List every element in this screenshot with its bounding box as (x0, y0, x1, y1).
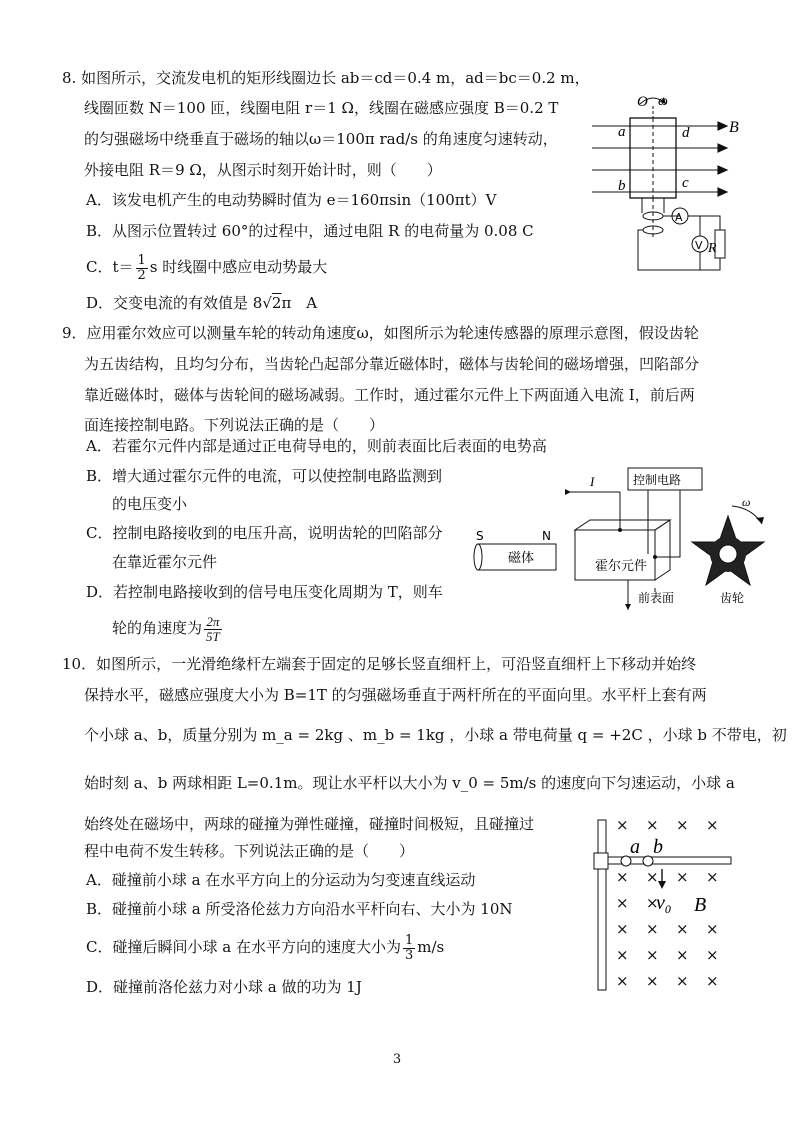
label-i: I (590, 474, 595, 489)
label-magnet: 磁体 (508, 551, 535, 566)
field-cross-mark: × (706, 920, 719, 938)
label-ammeter: A (675, 211, 683, 224)
q8-stem-line-3: 的匀强磁场中绕垂直于磁场的轴以ω＝100π rad/s 的角速度匀速转动， (84, 130, 558, 148)
label-pole-s: S (476, 529, 484, 543)
q9-option-b-line-2: 的电压变小 (112, 495, 188, 513)
gear-icon (692, 516, 764, 585)
hall-element-top (575, 520, 670, 530)
field-cross-mark: × (676, 816, 689, 834)
q8-option-d-text: D．交变电流的有效值是 8 (86, 294, 263, 312)
label-ball-a: a (630, 836, 640, 858)
label-hall-element: 霍尔元件 (595, 559, 648, 574)
q8-option-b: B．从图示位置转过 60°的过程中，通过电阻 R 的电荷量为 0.08 C (86, 222, 534, 240)
q8-option-c-text-end: s 时线圈中感应电动势最大 (149, 258, 328, 276)
q8-stem-line-2: 线圈匝数 N＝100 匝，线圈电阻 r＝1 Ω，线圈在磁感应强度 B＝0.2 T (84, 99, 559, 117)
label-o: O (637, 94, 648, 110)
sqrt-symbol: √ (262, 294, 272, 312)
q10-stem-line-3: 个小球 a、b，质量分别为 m_a = 2kg 、m_b = 1kg ，小球 a 带电荷量 q = +2C ，小球 b 不带电，初 (84, 726, 787, 744)
q10-stem-line-4: 始时刻 a、b 两球相距 L=0.1m。现让水平杆以大小为 v_0 = 5m/s 的速度向下匀速运动，小球 a (84, 774, 735, 792)
field-cross-mark: × (706, 868, 719, 886)
q10-magnetic-field-figure (590, 815, 740, 995)
field-cross-mark: × (616, 920, 629, 938)
label-control-circuit: 控制电路 (633, 473, 682, 487)
label-v0: $v_0$ (656, 892, 671, 916)
field-cross-mark: × (706, 816, 719, 834)
field-cross-mark: × (646, 972, 659, 990)
q10-stem-line-6: 程中电荷不发生转移。下列说法正确的是（ ） (84, 842, 415, 860)
field-cross-mark: × (646, 868, 659, 886)
q9-hall-sensor-figure (470, 462, 770, 622)
label-b: B (729, 119, 739, 136)
q9-stem-line-3: 靠近磁体时，磁体与齿轮间的磁场减弱。工作时，通过霍尔元件上下两面通入电流 I，前后两 (84, 386, 695, 404)
q8-option-c (86, 252, 327, 283)
q10-stem-line-2: 保持水平，磁感应强度大小为 B=1T 的匀强磁场垂直于两杆所在的平面向里。水平杆上套有两 (84, 686, 707, 704)
page-number: 3 (392, 1052, 402, 1067)
q10-stem-line-1: 10．如图所示，一光滑绝缘杆左端套于固定的足够长竖直细杆上，可沿竖直细杆上下移动并始终 (62, 655, 697, 673)
q9-option-a: A．若霍尔元件内部是通过正电荷导电的，则前表面比后表面的电势高 (86, 437, 547, 455)
field-cross-mark: × (676, 920, 689, 938)
field-cross-mark: × (616, 946, 629, 964)
field-cross-mark: × (676, 972, 689, 990)
q10-stem-line-5: 始终处在磁场中，两球的碰撞为弹性碰撞，碰撞时间极短，且碰撞过 (84, 815, 535, 833)
fraction-denominator: 3 (404, 947, 414, 963)
fraction-denominator: 5T (206, 628, 220, 644)
sqrt-radicand: 2 (271, 294, 282, 312)
field-cross-mark: × (616, 816, 629, 834)
field-cross-mark: × (616, 868, 629, 886)
rod-sleeve (594, 853, 608, 869)
q9-option-b-line-1: B．增大通过霍尔元件的电流，可以使控制电路监测到 (86, 467, 443, 485)
q8-option-d-text-end: π A (281, 294, 318, 312)
q8-option-c-fraction (136, 254, 148, 283)
field-cross-mark: × (616, 972, 629, 990)
q9-option-d-text: 轮的角速度为 (112, 619, 203, 637)
fraction-denominator: 2 (137, 267, 146, 283)
q8-generator-figure (590, 88, 740, 278)
field-cross-mark: × (646, 894, 659, 912)
label-pole-n: N (542, 529, 551, 543)
q9-option-d-fraction (204, 615, 222, 644)
label-ball-b: b (653, 836, 663, 858)
q10-option-c-unit: m/s (417, 938, 445, 956)
q9-option-c-line-2: 在靠近霍尔元件 (112, 553, 218, 571)
field-cross-mark: × (616, 894, 629, 912)
field-cross-mark: × (706, 946, 719, 964)
coil-rectangle (630, 118, 676, 198)
q8-stem-line-1: 8. 如图所示，交流发电机的矩形线圈边长 ab＝cd＝0.4 m，ad＝bc＝0.2 m， (62, 69, 590, 87)
q10-option-c-fraction (403, 934, 415, 963)
q9-stem-line-4: 面连接控制电路。下列说法正确的是（ ） (84, 416, 385, 434)
q8-option-d (86, 292, 317, 314)
q10-option-b: B．碰撞前小球 a 所受洛伦兹力方向沿水平杆向右、大小为 10N (86, 900, 513, 918)
label-field-b: B (694, 894, 707, 916)
label-a: a (618, 124, 626, 140)
label-b-corner: b (618, 178, 626, 194)
q9-option-d-line-2 (112, 611, 224, 645)
field-cross-mark: × (676, 946, 689, 964)
label-front-surface: 前表面 (638, 591, 675, 605)
field-cross-mark: × (706, 972, 719, 990)
q10-option-d: D．碰撞前洛伦兹力对小球 a 做的功为 1J (86, 978, 362, 996)
q8-option-c-text: C．t＝ (86, 258, 134, 276)
label-omega: ω (658, 94, 668, 109)
q8-stem-line-4: 外接电阻 R＝9 Ω，从图示时刻开始计时，则（ ） (84, 161, 442, 179)
label-gear: 齿轮 (720, 591, 745, 605)
ball-b (643, 856, 653, 866)
field-lines (592, 122, 727, 196)
field-cross-mark: × (646, 946, 659, 964)
q9-option-d-line-1: D．若控制电路接收到的信号电压变化周期为 T，则车 (86, 583, 443, 601)
label-omega: ω (742, 495, 751, 509)
q8-option-a: A．该发电机产生的电动势瞬时值为 e＝160πsin（100πt）V (86, 191, 497, 209)
vertical-rod (598, 820, 606, 990)
field-cross-mark: × (646, 816, 659, 834)
q9-stem-line-1: 9．应用霍尔效应可以测量车轮的转动角速度ω，如图所示为轮速传感器的原理示意图，假设齿轮 (62, 324, 699, 342)
fraction-numerator: 2π (204, 615, 222, 630)
q10-option-c-text: C．碰撞后瞬间小球 a 在水平方向的速度大小为 (86, 938, 401, 956)
label-r: R (708, 241, 717, 256)
fraction-numerator: 1 (137, 252, 146, 268)
q10-option-c (86, 930, 444, 964)
label-voltmeter: V (695, 239, 703, 252)
label-c: c (682, 175, 689, 191)
q9-stem-line-2: 为五齿结构，且均匀分布，当齿轮凸起部分靠近磁体时，磁体与齿轮间的磁场增强，凹陷部分 (84, 355, 700, 373)
fraction-numerator: 1 (404, 932, 414, 948)
label-d: d (682, 125, 690, 141)
field-cross-mark: × (646, 920, 659, 938)
field-cross-mark: × (676, 868, 689, 886)
q10-option-a: A．碰撞前小球 a 在水平方向上的分运动为匀变速直线运动 (86, 871, 476, 889)
q9-option-c-line-1: C．控制电路接收到的电压升高，说明齿轮的凹陷部分 (86, 524, 443, 542)
